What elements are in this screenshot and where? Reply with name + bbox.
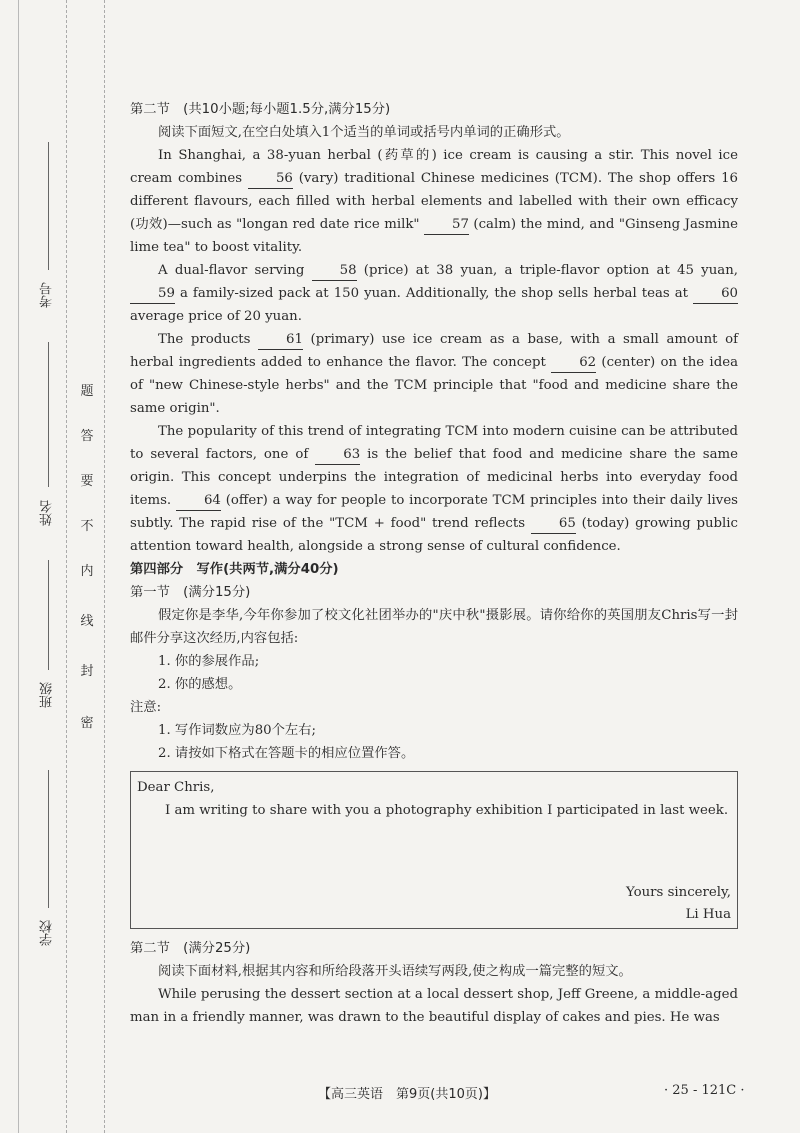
note-item-2: 2. 请按如下格式在答题卡的相应位置作答。 [158, 746, 415, 761]
content-item-1: 1. 你的参展作品; [158, 654, 260, 669]
passage-text: The products [158, 332, 251, 347]
school-label: 学校 [40, 920, 55, 946]
blank-59[interactable]: 59 [130, 285, 175, 304]
note-item-1: 1. 写作词数应为80个左右; [158, 723, 316, 738]
blank-63[interactable]: 63 [315, 446, 360, 465]
margin-line-outer [18, 0, 19, 1133]
school-blank [48, 770, 49, 908]
passage-text: (today) growing public attention toward health, alongside a strong sense of cultural confidence. [130, 516, 738, 554]
main-content [130, 98, 738, 1029]
blank-65[interactable]: 65 [531, 515, 576, 534]
class-blank [48, 560, 49, 670]
seal-char: 不 [80, 519, 94, 534]
passage-text: is the belief that food and medicine share the same origin. This concept underpins the integration of medicinal herbs into everyday food items. [130, 447, 738, 508]
passage-text: In Shanghai, a 38-yuan herbal (药草的) ice cream is causing a stir. This novel ice cream combines [130, 148, 738, 186]
passage-text: (center) on the idea of "new Chinese-style herbs" and the TCM principle that "food and medicine share the same origin". [130, 355, 738, 416]
class-label: 班级 [40, 682, 55, 708]
story-text: While perusing the dessert section at a local dessert shop, Jeff Greene, a middle-aged man in a friendly manner, was drawn to the beautiful display of cakes and pies. He was [130, 987, 738, 1025]
passage-text: The popularity of this trend of integrating TCM into modern cuisine can be attributed to several factors, one of [130, 424, 738, 462]
passage-text: (vary) traditional Chinese medicines (TCM). The shop offers 16 different flavours, each filled with herbal elements and labelled with their own efficacy (功效)—such as "longan red date rice milk" [130, 171, 738, 232]
passage-paragraph-4 [130, 420, 738, 558]
letter-first-line: I am writing to share with you a photography exhibition I participated in last week. [165, 803, 729, 818]
blank-58[interactable]: 58 [312, 262, 357, 281]
letter-format-box [130, 771, 738, 929]
seal-char: 封 [80, 664, 94, 679]
blank-60[interactable]: 60 [693, 285, 738, 304]
writing-section2-prompt: 阅读下面材料,根据其内容和所给段落开头语续写两段,使之构成一篇完整的短文。 [158, 964, 632, 979]
exam-number-label: 考号 [40, 282, 55, 308]
part4-title: 第四部分 写作(共两节,满分40分) [130, 562, 339, 577]
passage-paragraph-3 [130, 328, 738, 420]
paper-code: · 25 - 121C · [664, 1083, 745, 1098]
passage-text: (offer) a way for people to incorporate TCM principles into their daily lives subtly. The rapid rise of the "TCM + food" trend reflects [130, 493, 739, 531]
letter-closing: Yours sincerely, [625, 885, 731, 900]
writing-section1-prompt: 假定你是李华,今年你参加了校文化社团举办的"庆中秋"摄影展。请你给你的英国朋友Chris写一封邮件分享这次经历,内容包括: [130, 608, 738, 646]
content-item-2: 2. 你的感想。 [158, 677, 242, 692]
passage-text: (price) at 38 yuan, a triple-flavor option at 45 yuan, [363, 263, 738, 278]
blank-56[interactable]: 56 [248, 170, 293, 189]
letter-greeting: Dear Chris, [137, 780, 215, 795]
seal-char: 线 [80, 614, 94, 629]
blank-57[interactable]: 57 [424, 216, 469, 235]
name-blank [48, 342, 49, 487]
seal-char: 题 [80, 384, 94, 399]
passage-paragraph-1 [130, 144, 738, 259]
page-label: 【高三英语 第9页(共10页)】 [318, 1087, 496, 1102]
blank-64[interactable]: 64 [176, 492, 221, 511]
letter-signature: Li Hua [685, 907, 731, 922]
blank-61[interactable]: 61 [258, 331, 303, 350]
passage-text: average price of 20 yuan. [130, 309, 302, 324]
blank-62[interactable]: 62 [551, 354, 596, 373]
seal-char: 要 [80, 474, 94, 489]
margin-line-inner [104, 0, 105, 1133]
writing-section1-title: 第一节 (满分15分) [130, 585, 251, 600]
seal-char: 内 [80, 564, 94, 579]
passage-text: a family-sized pack at 150 yuan. Additionally, the shop sells herbal teas at [179, 286, 689, 301]
name-label: 姓名 [40, 500, 55, 526]
writing-section2-title: 第二节 (满分25分) [130, 941, 251, 956]
instruction: 阅读下面短文,在空白处填入1个适当的单词或括号内单词的正确形式。 [158, 125, 570, 140]
seal-char: 密 [80, 716, 94, 731]
passage-text: (calm) the mind, and "Ginseng Jasmine lime tea" to boost vitality. [130, 217, 739, 255]
passage-text: (primary) use ice cream as a base, with a small amount of herbal ingredients added to enhance the flavor. The concept [130, 332, 738, 370]
exam-number-blank [48, 142, 49, 270]
passage-paragraph-2 [130, 259, 738, 328]
seal-char: 答 [80, 429, 94, 444]
note-label: 注意: [130, 700, 162, 715]
section-title: 第二节 (共10小题;每小题1.5分,满分15分) [130, 102, 391, 117]
passage-text: A dual-flavor serving [158, 263, 305, 278]
margin-line-middle [66, 0, 67, 1133]
